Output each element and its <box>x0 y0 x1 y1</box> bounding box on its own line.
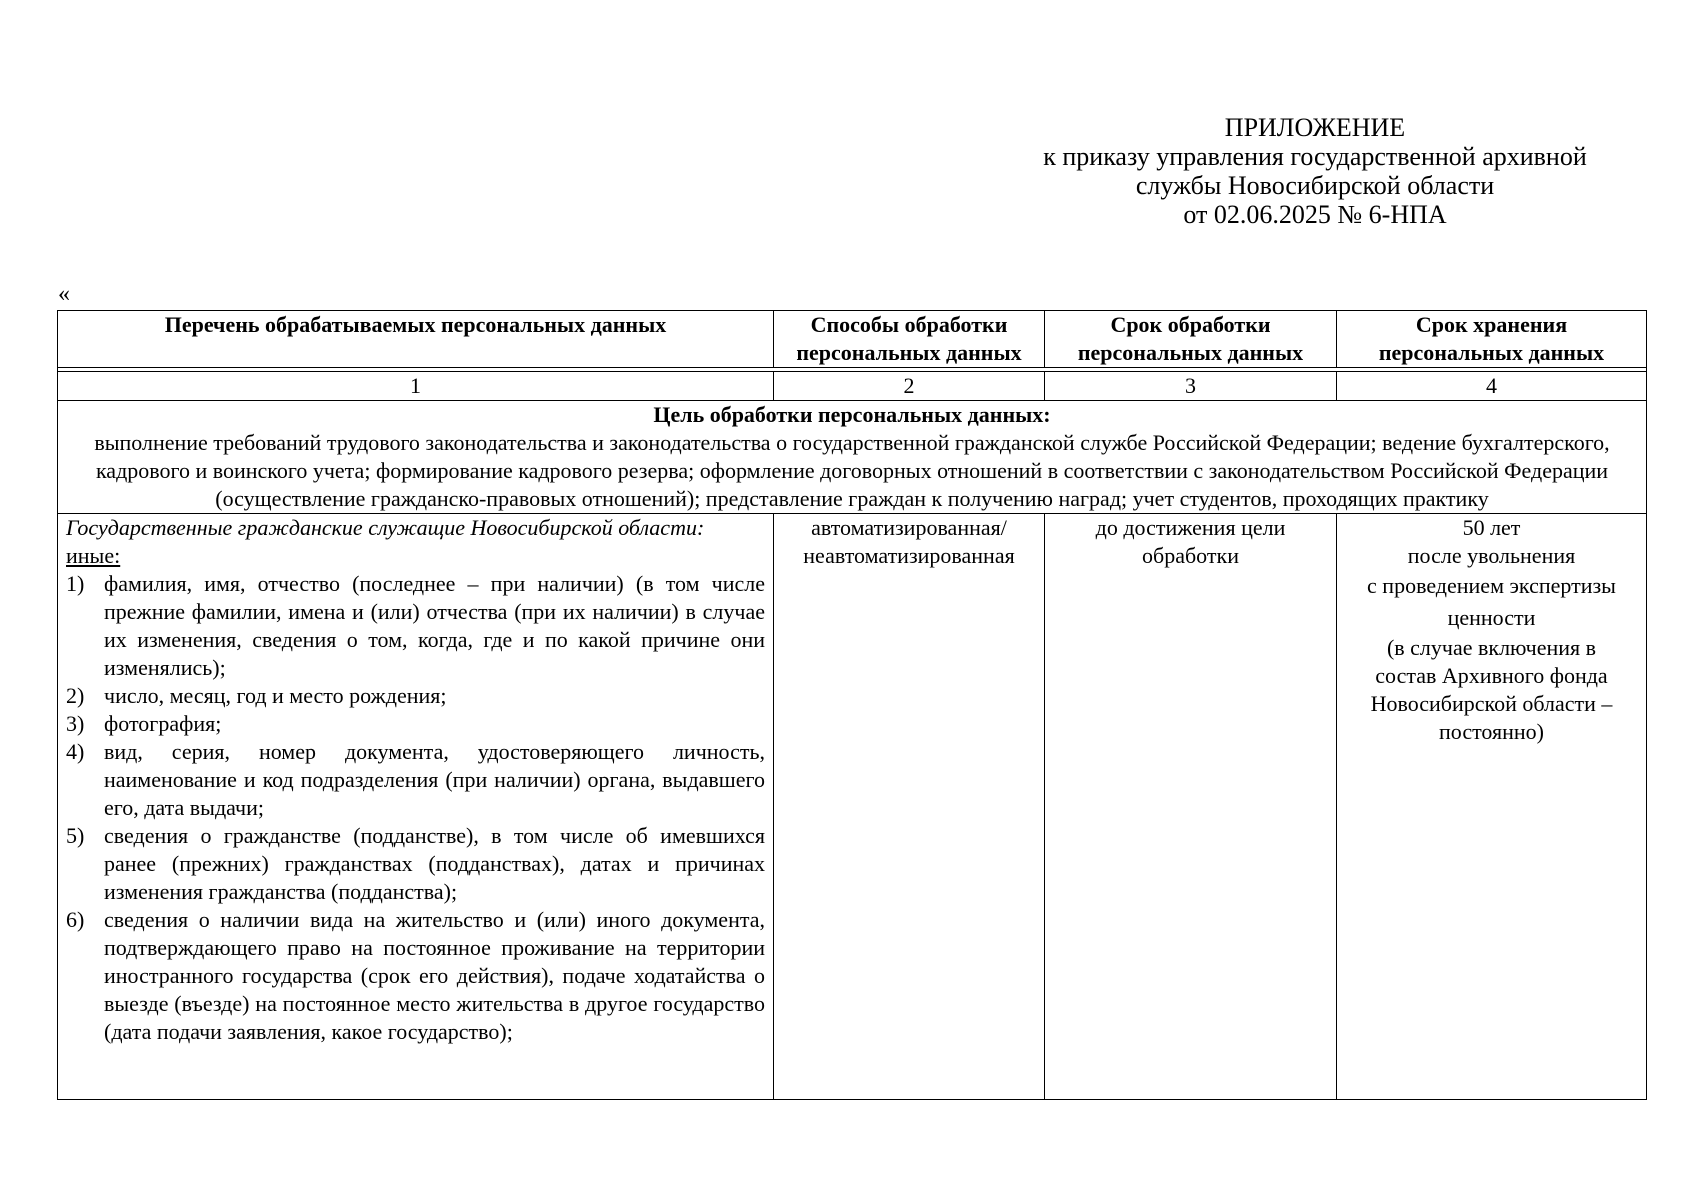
header-processing-methods: Способы обработки персональных данных <box>774 311 1045 368</box>
table-header-row <box>58 311 1647 368</box>
item-text: сведения о наличии вида на жительство и (или) иного документа, подтверждающего право на постоянное проживание на территории иностранного государства (срок его действия), подаче ходатайства о выезде (въезде) на постоянное место жительства в другое государство (дата подачи заявления, какое государство); <box>104 907 765 1044</box>
other-label: иные: <box>66 543 121 568</box>
column-number-2: 2 <box>774 372 1045 401</box>
item-number: 5) <box>66 823 85 848</box>
appendix-line-3: от 02.06.2025 № 6-НПА <box>1183 200 1447 229</box>
purpose-title: Цель обработки персональных данных: <box>653 402 1051 427</box>
list-item <box>66 710 765 738</box>
storage-line-6: состав Архивного фонда <box>1375 663 1608 688</box>
storage-line-5: (в случае включения в <box>1386 635 1597 660</box>
storage-period-cell <box>1337 514 1647 1100</box>
column-number-1: 1 <box>58 372 774 401</box>
purpose-text: выполнение требований трудового законодательства и законодательства о государственной гражданской службе Российской Федерации; ведение бухгалтерского, кадрового и воинского учета; формирование кадрового резерва; оформление договорных отношений в соответствии с законодательством Российской Федерации (осуществление гражданско-правовых отношений); представление граждан к получению наград; учет студентов, проходящих практику <box>94 430 1610 511</box>
table-row <box>58 514 1647 1100</box>
item-text: число, месяц, год и место рождения; <box>104 683 447 708</box>
data-list-cell <box>58 514 774 1100</box>
list-item <box>66 906 765 1046</box>
header-data-list: Перечень обрабатываемых персональных данных <box>58 311 774 368</box>
header-storage-period: Срок хранения персональных данных <box>1337 311 1647 368</box>
header-processing-period: Срок обработки персональных данных <box>1045 311 1337 368</box>
list-item <box>66 738 765 822</box>
storage-line-2: после увольнения <box>1407 543 1576 568</box>
purpose-cell <box>58 401 1647 514</box>
period-line-2: обработки <box>1142 543 1239 568</box>
item-text: фотография; <box>104 711 222 736</box>
list-item <box>66 682 765 710</box>
list-item <box>66 570 765 682</box>
column-number-3: 3 <box>1045 372 1337 401</box>
appendix-header <box>990 113 1640 229</box>
opening-quote: « <box>58 281 70 307</box>
storage-line-1: 50 лет <box>1462 515 1521 540</box>
item-text: сведения о гражданстве (подданстве), в том числе об имевшихся ранее (прежних) гражданствах (подданствах), датах и причинах изменения гражданства (подданства); <box>104 823 765 904</box>
personal-data-table <box>57 310 1647 1100</box>
item-number: 1) <box>66 571 85 596</box>
item-number: 4) <box>66 739 85 764</box>
storage-line-7: Новосибирской области – <box>1370 691 1613 716</box>
column-number-4: 4 <box>1337 372 1647 401</box>
item-number: 3) <box>66 711 85 736</box>
appendix-line-1: к приказу управления государственной архивной <box>1043 142 1587 171</box>
item-text: вид, серия, номер документа, удостоверяющего личность, наименование и код подразделения (при наличии) органа, выдавшего его, дата выдачи; <box>104 739 765 820</box>
column-number-row <box>58 372 1647 401</box>
storage-line-4: ценности <box>1447 605 1536 630</box>
method-line-1: автоматизированная/ <box>811 515 1007 540</box>
storage-line-8: постоянно) <box>1439 719 1544 744</box>
item-number: 6) <box>66 907 85 932</box>
period-line-1: до достижения цели <box>1095 515 1286 540</box>
processing-method-cell <box>774 514 1045 1100</box>
data-items-list <box>66 570 765 1046</box>
purpose-row <box>58 401 1647 514</box>
method-line-2: неавтоматизированная <box>803 543 1015 568</box>
storage-line-3: с проведением экспертизы <box>1367 573 1616 598</box>
item-number: 2) <box>66 683 85 708</box>
category-label: Государственные гражданские служащие Новосибирской области: <box>66 515 705 540</box>
appendix-line-2: службы Новосибирской области <box>1135 171 1495 200</box>
list-item <box>66 822 765 906</box>
processing-period-cell <box>1045 514 1337 1100</box>
item-text: фамилия, имя, отчество (последнее – при наличии) (в том числе прежние фамилии, имена и (или) отчества (при их наличии) в случае их изменения, сведения о том, когда, где и по какой причине они изменялись); <box>104 571 765 680</box>
appendix-title: ПРИЛОЖЕНИЕ <box>1224 113 1406 142</box>
